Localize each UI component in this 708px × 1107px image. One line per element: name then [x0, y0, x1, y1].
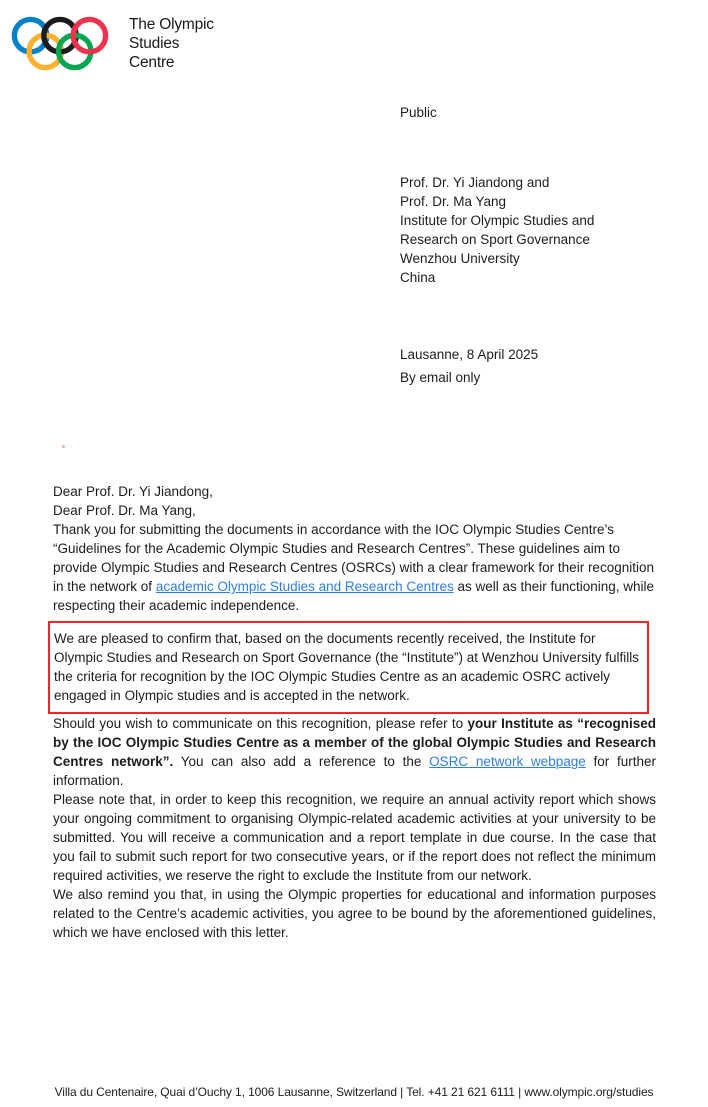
paragraph-communication: [53, 714, 656, 790]
recipient-line: Research on Sport Governance: [400, 232, 590, 247]
olympic-studies-centre-logo: [9, 14, 214, 73]
recognition-reference-bold-text: your Institute as “recognised by the IOC Olympic Studies Centre as a member of the global Olympic Studies and Research Centres network”.: [53, 716, 656, 769]
paragraph-communication-text: Should you wish to communicate on this recognition, please refer to: [53, 716, 468, 731]
recipient-address: [400, 173, 690, 287]
footer-contact-line: Villa du Centenaire, Quai d’Ouchy 1, 1006 Lausanne, Switzerland | Tel. +41 21 621 6111 | www.olympic.org/studies: [54, 1085, 654, 1099]
paragraph-communication-text: for further information.: [53, 754, 657, 788]
salutation-line: Dear Prof. Dr. Yi Jiandong,: [53, 484, 213, 499]
academic-osrc-network-link[interactable]: academic Olympic Studies and Research Centres: [155, 579, 454, 594]
paragraph-thanks: [53, 520, 656, 615]
logo-wordmark: [129, 15, 214, 72]
classification-label: Public: [400, 105, 437, 120]
salutation-line: Dear Prof. Dr. Ma Yang,: [53, 503, 196, 518]
logo-line: Studies: [129, 35, 180, 52]
recipient-line: Prof. Dr. Ma Yang: [400, 194, 507, 209]
letter-body: [53, 482, 656, 942]
date-line: Lausanne, 8 April 2025: [400, 347, 539, 362]
logo-line: Centre: [129, 54, 175, 71]
recipient-line: China: [400, 270, 436, 285]
olympic-rings-icon: [9, 14, 111, 73]
recipient-line: Institute for Olympic Studies and: [400, 213, 595, 228]
paragraph-annual-report: Please note that, in order to keep this recognition, we require an annual activity report which shows your ongoing commitment to organising Olympic-related academic activities at your university to be submitted. You will receive a communication and a report template in due course. In the case that you fail to submit such report for two consecutive years, or if the report does not reflect the minimum required activities, we reserve the right to exclude the Institute from our network.: [53, 792, 656, 883]
logo-line: The Olympic: [129, 16, 214, 33]
paragraph-communication-text: You can also add a reference to the: [173, 754, 430, 769]
stray-mark: [62, 445, 65, 448]
paragraph-thanks-text: as well as their functioning, while respecting their academic independence.: [53, 579, 655, 613]
osrc-network-webpage-link[interactable]: OSRC network webpage: [429, 754, 586, 769]
paragraph-recognition: We are pleased to confirm that, based on the documents recently received, the Institute for Olympic Studies and Research on Sport Governance (the “Institute”) at Wenzhou University fulfills the criteria for recognition by the IOC Olympic Studies Centre as an academic OSRC actively engaged in Olympic studies and is accepted in the network.: [54, 631, 640, 703]
paragraph-olympic-properties: We also remind you that, in using the Olympic properties for educational and information purposes related to the Centre’s academic activities, you agree to be bound by the aforementioned guidelines, which we have enclosed with this letter.: [53, 887, 656, 940]
recipient-line: Wenzhou University: [400, 251, 520, 266]
header-right-column: [400, 103, 690, 387]
recipient-line: Prof. Dr. Yi Jiandong and: [400, 175, 550, 190]
delivery-method: By email only: [400, 370, 481, 385]
salutation: [53, 482, 656, 520]
paragraph-thanks-text: Thank you for submitting the documents in accordance with the IOC Olympic Studies Centre’s “Guidelines for the Academic Olympic Studies and Research Centres”. These guidelines aim to provide Olympic Studies and Research Centres (OSRCs) with a clear framework for their recognition in the network of: [53, 522, 654, 594]
recognition-highlight-box: [48, 621, 649, 714]
